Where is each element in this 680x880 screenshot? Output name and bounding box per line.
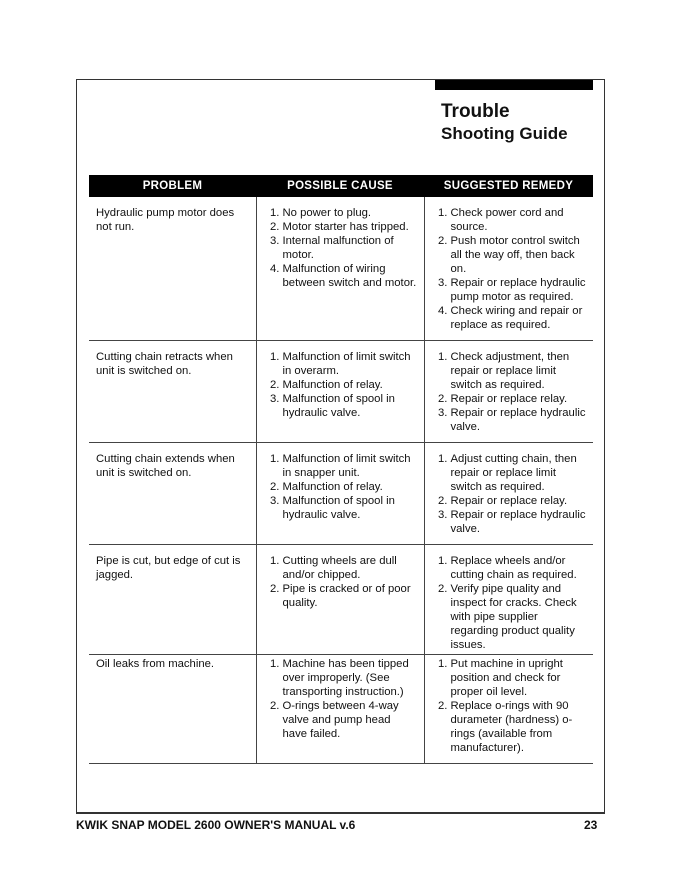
page-title-line1: Trouble: [441, 101, 510, 122]
cause-item: 2. Pipe is cracked or of poor quality.: [283, 582, 418, 610]
remedy-item: 2. Verify pipe quality and inspect for cracks. Check with pipe supplier regarding product quality issues.: [451, 582, 588, 652]
footer-manual-title: KWIK SNAP MODEL 2600 OWNER'S MANUAL v.6: [76, 818, 356, 832]
remedy-item: 3. Repair or replace hydraulic pump motor as required.: [451, 276, 588, 304]
header-problem: PROBLEM: [89, 175, 256, 197]
cause-cell: [256, 545, 424, 655]
cause-item: 2. Malfunction of relay.: [283, 480, 418, 494]
table-row: [89, 655, 593, 764]
remedy-cell: [424, 443, 593, 545]
header-suggested-remedy: SUGGESTED REMEDY: [424, 175, 593, 197]
cause-item: 1. No power to plug.: [283, 206, 418, 220]
cause-cell: [256, 341, 424, 443]
cause-cell: [256, 655, 424, 764]
problem-cell: Hydraulic pump motor does not run.: [89, 197, 256, 341]
cause-item: 2. O-rings between 4-way valve and pump head have failed.: [283, 699, 418, 741]
remedy-item: 2. Replace o-rings with 90 durameter (hardness) o-rings (available from manufacturer).: [451, 699, 588, 755]
remedy-item: 1. Check power cord and source.: [451, 206, 588, 234]
table-header-row: [89, 175, 593, 197]
cause-item: 2. Malfunction of relay.: [283, 378, 418, 392]
cause-item: 2. Motor starter has tripped.: [283, 220, 418, 234]
remedy-cell: [424, 341, 593, 443]
cause-item: 1. Malfunction of limit switch in snapper unit.: [283, 452, 418, 480]
remedy-item: 2. Repair or replace relay.: [451, 392, 588, 406]
problem-cell: Oil leaks from machine.: [89, 655, 256, 764]
cause-item: 4. Malfunction of wiring between switch and motor.: [283, 262, 418, 290]
table-row: [89, 197, 593, 341]
troubleshooting-table: [89, 175, 593, 764]
problem-cell: Cutting chain retracts when unit is switched on.: [89, 341, 256, 443]
cause-item: 3. Internal malfunction of motor.: [283, 234, 418, 262]
remedy-cell: [424, 655, 593, 764]
table-row: [89, 341, 593, 443]
header-possible-cause: POSSIBLE CAUSE: [256, 175, 424, 197]
cause-cell: [256, 443, 424, 545]
cause-item: 3. Malfunction of spool in hydraulic valve.: [283, 392, 418, 420]
problem-cell: Cutting chain extends when unit is switched on.: [89, 443, 256, 545]
title-accent-bar: [435, 80, 593, 90]
cause-item: 1. Cutting wheels are dull and/or chipped.: [283, 554, 418, 582]
table-row: [89, 545, 593, 655]
cause-cell: [256, 197, 424, 341]
remedy-item: 4. Check wiring and repair or replace as required.: [451, 304, 588, 332]
remedy-item: 2. Push motor control switch all the way off, then back on.: [451, 234, 588, 276]
remedy-item: 1. Adjust cutting chain, then repair or replace limit switch as required.: [451, 452, 588, 494]
footer-page-number: 23: [584, 818, 598, 832]
cause-item: 1. Machine has been tipped over improperly. (See transporting instruction.): [283, 657, 418, 699]
table-row: [89, 443, 593, 545]
remedy-item: 3. Repair or replace hydraulic valve.: [451, 406, 588, 434]
page-title-line2: Shooting Guide: [441, 124, 568, 143]
remedy-item: 1. Replace wheels and/or cutting chain as required.: [451, 554, 588, 582]
remedy-item: 3. Repair or replace hydraulic valve.: [451, 508, 588, 536]
problem-cell: Pipe is cut, but edge of cut is jagged.: [89, 545, 256, 655]
remedy-item: 1. Put machine in upright position and check for proper oil level.: [451, 657, 588, 699]
remedy-item: 2. Repair or replace relay.: [451, 494, 588, 508]
remedy-cell: [424, 197, 593, 341]
cause-item: 1. Malfunction of limit switch in overarm.: [283, 350, 418, 378]
remedy-item: 1. Check adjustment, then repair or replace limit switch as required.: [451, 350, 588, 392]
cause-item: 3. Malfunction of spool in hydraulic valve.: [283, 494, 418, 522]
footer-rule: [76, 813, 605, 814]
remedy-cell: [424, 545, 593, 655]
